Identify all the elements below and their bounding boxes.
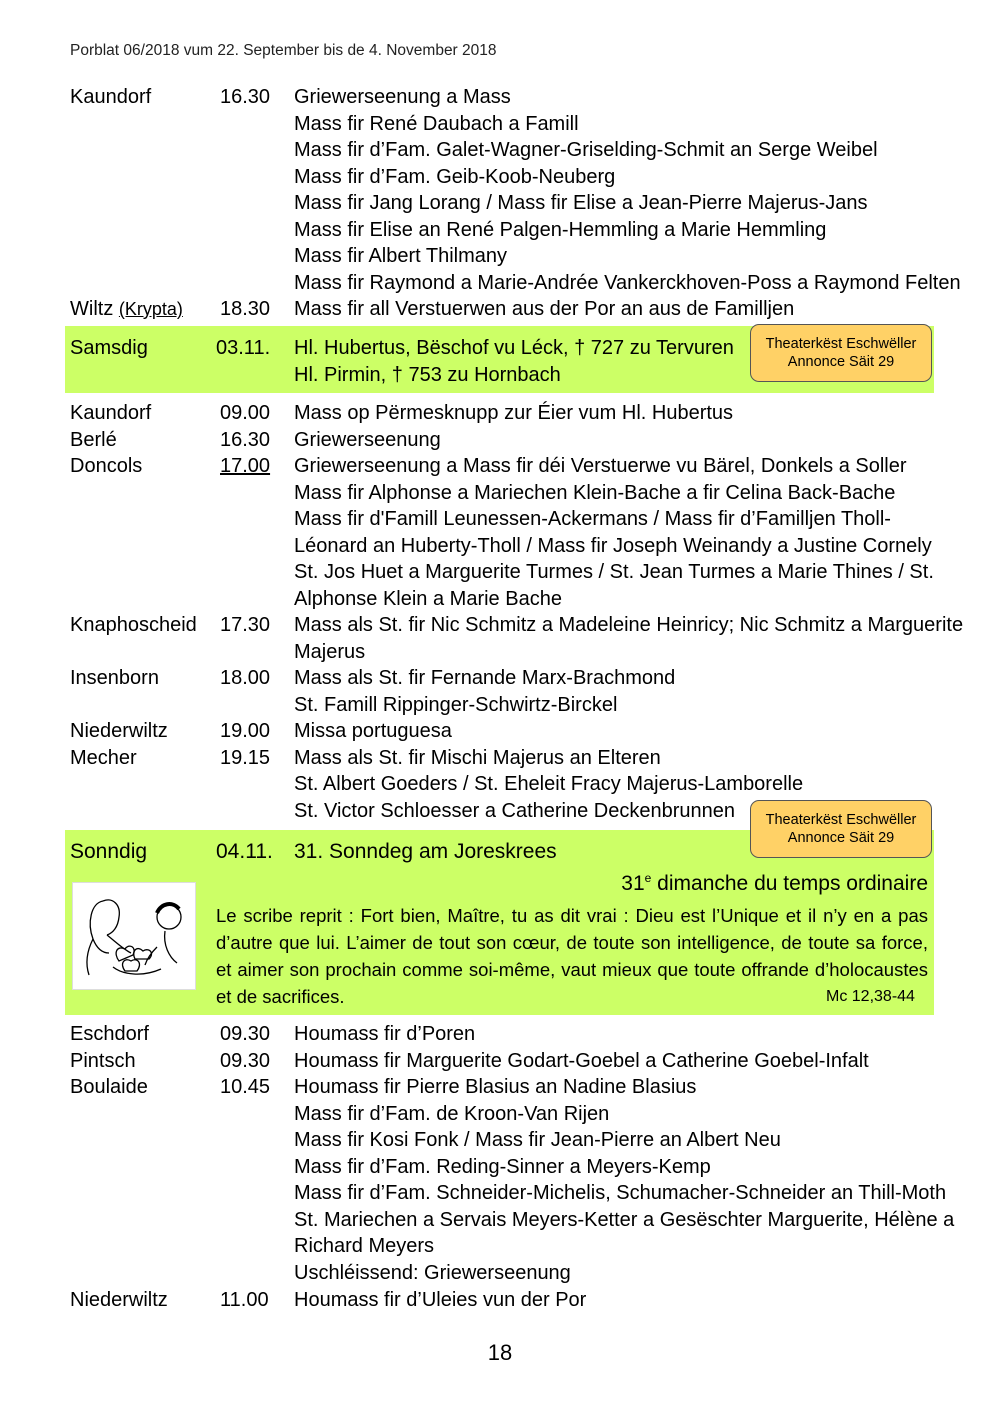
schedule-row: Doncols 17.00 Griewerseenung a Mass fir déi Verstuerwe vu Bärel, Donkels a Soller	[70, 455, 907, 477]
schedule-row: Kaundorf 09.00 Mass op Përmesknupp zur Éier vum Hl. Hubertus	[70, 402, 734, 424]
feast-line: Hl. Pirmin, † 753 zu Hornbach	[294, 364, 561, 386]
entry-text: Mass fir René Daubach a Famill	[294, 113, 579, 135]
entry-text: Mass fir d’Fam. Geib-Koob-Neuberg	[294, 166, 616, 188]
entry-text: Griewerseenung a Mass	[294, 86, 511, 108]
advert-badge: Theaterkëst Eschwëller Annonce Säit 29	[750, 800, 932, 858]
schedule-row: Mecher 19.15 Mass als St. fir Mischi Majerus an Elteren	[70, 747, 661, 769]
gospel-reading: Le scribe reprit : Fort bien, Maître, tu as dit vrai : Dieu est l’Unique et il n’y en a pas d’autre que lui. L’aimer de tout son cœur, de toute son intelligence, de toute sa force, et aimer son prochain comme soi-même, vaut mieux que toute offrande d’holocaustes et de sacrifices.	[216, 905, 928, 1007]
schedule-row	[70, 84, 930, 111]
place-note: (Krypta)	[118, 299, 183, 319]
entry-text: Mass fir Jang Lorang / Mass fir Elise a Jean-Pierre Majerus-Jans	[294, 192, 868, 214]
day-date: 04.11.	[216, 840, 273, 863]
schedule-row: Knaphoscheid 17.30 Mass als St. fir Nic Schmitz a Madeleine Heinricy; Nic Schmitz a Marguerite	[70, 614, 964, 636]
day-date: 03.11.	[216, 337, 271, 359]
schedule-row: Niederwiltz 11.00 Houmass fir d’Uleies vun der Por	[70, 1289, 587, 1311]
entry-text: Mass fir all Verstuerwen aus der Por an aus de Familljen	[294, 298, 795, 320]
schedule-row: Insenborn 18.00 Mass als St. fir Fernande Marx-Brachmond	[70, 667, 676, 689]
schedule-row: Berlé 16.30 Griewerseenung	[70, 429, 441, 451]
sunday-title: 31. Sonndeg am Joreskrees	[294, 840, 557, 863]
place: Kaundorf	[70, 86, 152, 108]
gospel-reference: Mc 12,38-44	[826, 988, 915, 1005]
illustration	[72, 882, 196, 990]
entry-text: Mass fir Elise an René Palgen-Hemmling a Marie Hemmling	[294, 219, 827, 241]
schedule-row: Pintsch 09.30 Houmass fir Marguerite Godart-Goebel a Catherine Goebel-Infalt	[70, 1050, 869, 1072]
entry-text: Mass fir Albert Thilmany	[294, 245, 508, 267]
schedule-row: Niederwiltz 19.00 Missa portuguesa	[70, 720, 452, 742]
day-name: Samsdig	[70, 337, 148, 359]
day-name: Sonndig	[70, 840, 148, 863]
place: Wiltz (Krypta)	[70, 298, 183, 320]
schedule-row: Eschdorf 09.30 Houmass fir d’Poren	[70, 1023, 476, 1045]
time: 18.30	[220, 298, 271, 320]
feast-line: Hl. Hubertus, Bëschof vu Léck, † 727 zu Tervuren	[294, 337, 734, 359]
entry-text: Mass fir Raymond a Marie-Andrée Vankerckhoven-Poss a Raymond Felten	[294, 272, 961, 294]
advert-badge: Theaterkëst Eschwëller Annonce Säit 29	[750, 324, 932, 382]
schedule-row	[70, 296, 930, 323]
sunday-subtitle: 31e dimanche du temps ordinaire	[621, 871, 928, 895]
schedule-row: Boulaide 10.45 Houmass fir Pierre Blasius an Nadine Blasius	[70, 1076, 697, 1098]
time: 16.30	[220, 86, 271, 108]
day-header-sunday	[70, 838, 930, 865]
page-number: 18	[487, 1340, 513, 1365]
entry-text: Mass fir d’Fam. Galet-Wagner-Griselding-Schmit an Serge Weibel	[294, 139, 878, 161]
page-header: Porblat 06/2018 vum 22. September bis de 4. November 2018	[70, 42, 497, 59]
